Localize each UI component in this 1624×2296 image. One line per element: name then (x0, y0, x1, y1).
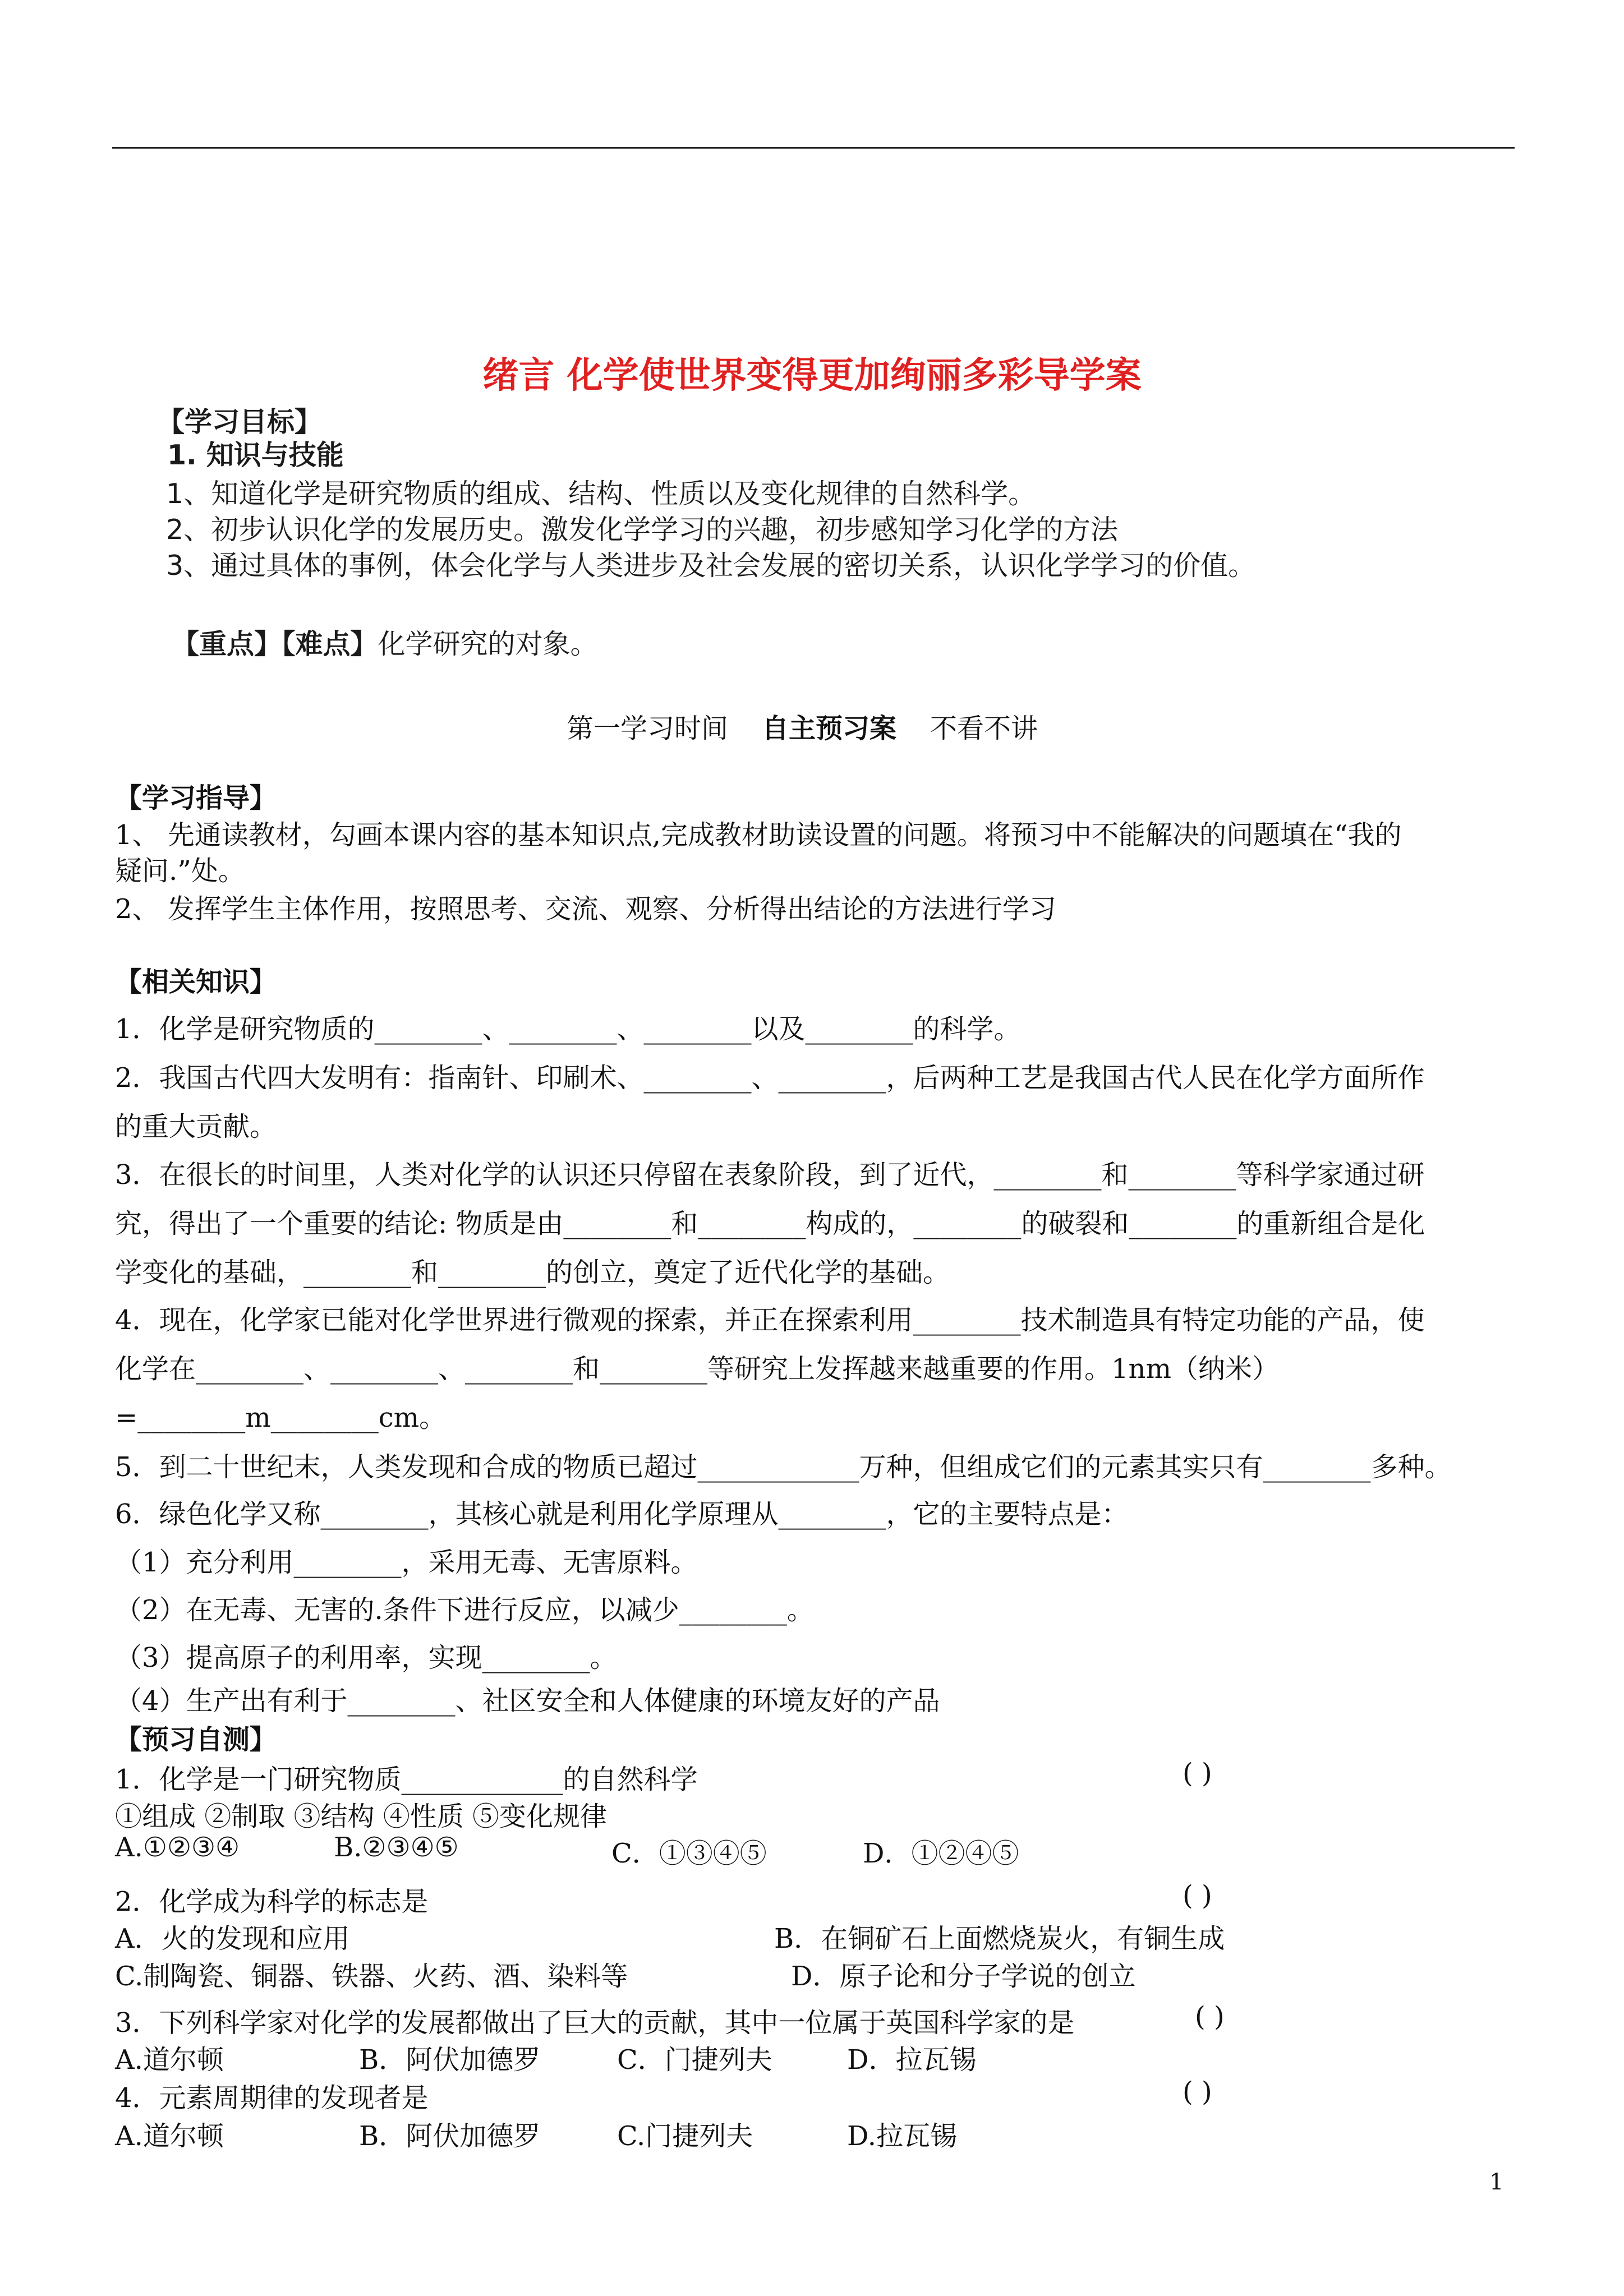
knowledge-line: 6．绿色化学又称________，其核心就是利用化学原理从________，它的主要特点是： (115, 1499, 1129, 1530)
knowledge-line: 1．化学是研究物质的________、________、________以及________的科学。 (115, 1013, 1021, 1045)
option-a: A.①②③④ (115, 1832, 240, 1863)
knowledge-line: 2．我国古代四大发明有：指南针、印刷术、________、________，后两种工艺是我国古代人民在化学方面所作 (115, 1062, 1425, 1094)
option-a: A.道尔顿 (115, 2120, 224, 2152)
guide-heading: 【学习指导】 (115, 782, 277, 814)
option-b: B．阿伏加德罗 (359, 2120, 541, 2152)
option-c: C.门捷列夫 (617, 2120, 753, 2152)
question-stem: 3．下列科学家对化学的发展都做出了巨大的贡献，其中一位属于英国科学家的是 (115, 2007, 1075, 2039)
objectives-heading: 【学习目标】 (157, 406, 323, 438)
knowledge-heading: 【相关知识】 (115, 966, 277, 998)
option-b: B.②③④⑤ (334, 1832, 459, 1863)
selftest-heading: 【预习自测】 (115, 1724, 277, 1755)
option-b: B．在铜矿石上面燃烧炭火，有铜生成 (774, 1923, 1225, 1954)
answer-bracket: ( ) (1183, 2076, 1212, 2108)
knowledge-line: （2）在无毒、无害的.条件下进行反应，以减少________。 (115, 1594, 814, 1626)
knowledge-line: 4．现在，化学家已能对化学世界进行微观的探索，并正在探索利用________技术制造具有特定功能的产品，使 (115, 1304, 1425, 1336)
objective-item: 2、初步认识化学的发展历史。激发化学学习的兴趣，初步感知学习化学的方法 (166, 514, 1119, 546)
objectives-subheading: 1. 知识与技能 (167, 439, 344, 471)
guide-line: 2、 发挥学生主体作用，按照思考、交流、观察、分析得出结论的方法进行学习 (115, 893, 1056, 925)
knowledge-line: 究，得出了一个重要的结论: 物质是由________和________构成的，________的破裂和________的重新组合是化 (115, 1208, 1425, 1239)
knowledge-line: 3．在很长的时间里，人类对化学的认识还只停留在表象阶段，到了近代，________和________等科学家通过研 (115, 1159, 1425, 1191)
knowledge-line: 5．到二十世纪末，人类发现和合成的物质已超过____________万种，但组成它们的元素其实只有________多种。 (115, 1451, 1452, 1483)
knowledge-line: 的重大贡献。 (115, 1111, 277, 1142)
answer-bracket: ( ) (1183, 1880, 1212, 1911)
option-c: C．①③④⑤ (611, 1838, 767, 1869)
keypoint-text: 化学研究的对象。 (378, 628, 598, 660)
answer-bracket: ( ) (1195, 2001, 1225, 2032)
session-right: 不看不讲 (930, 713, 1038, 744)
option-c: C.制陶瓷、铜器、铁器、火药、酒、染料等 (115, 1961, 628, 1992)
knowledge-line: （4）生产出有利于________、社区安全和人体健康的环境友好的产品 (115, 1685, 940, 1717)
option-d: D．原子论和分子学说的创立 (791, 1961, 1136, 1992)
page-number: 1 (1489, 2169, 1504, 2195)
option-d: D．①②④⑤ (863, 1838, 1019, 1869)
guide-line: 疑问.”处。 (115, 855, 245, 887)
guide-line: 1、 先通读教材，勾画本课内容的基本知识点,完成教材助读设置的问题。将预习中不能解决的问题填在“我的 (115, 819, 1402, 851)
question-stem: 4．元素周期律的发现者是 (115, 2082, 429, 2114)
option-c: C．门捷列夫 (617, 2044, 772, 2076)
objective-item: 1、知道化学是研究物质的组成、结构、性质以及变化规律的自然科学。 (166, 478, 1036, 510)
knowledge-line: （1）充分利用________，采用无毒、无害原料。 (115, 1547, 698, 1578)
session-left: 第一学习时间 (567, 713, 729, 744)
document-title: 绪言 化学使世界变得更加绚丽多彩导学案 (482, 355, 1142, 397)
question-stem: 1．化学是一门研究物质____________的自然科学 (115, 1764, 698, 1795)
question-stem: 2．化学成为科学的标志是 (115, 1886, 429, 1917)
keypoint-line (172, 623, 598, 662)
objective-item: 3、通过具体的事例，体会化学与人类进步及社会发展的密切关系，认识化学学习的价值。 (166, 550, 1256, 582)
answer-bracket: ( ) (1183, 1758, 1212, 1789)
option-d: D．拉瓦锡 (847, 2044, 977, 2076)
session-line (567, 707, 1038, 745)
option-a: A.道尔顿 (115, 2044, 224, 2076)
knowledge-line: =________m________cm。 (115, 1402, 447, 1433)
question-items: ①组成 ②制取 ③结构 ④性质 ⑤变化规律 (115, 1801, 608, 1832)
knowledge-line: （3）提高原子的利用率，实现________。 (115, 1642, 617, 1673)
session-middle: 自主预习案 (762, 713, 897, 744)
keypoint-label: 【重点】【难点】 (172, 628, 378, 660)
knowledge-line: 学变化的基础，________和________的创立，奠定了近代化学的基础。 (115, 1257, 950, 1288)
knowledge-line: 化学在________、________、________和________等研究上发挥越来越重要的作用。1nm（纳米） (115, 1353, 1279, 1385)
option-d: D.拉瓦锡 (847, 2120, 958, 2152)
option-a: A．火的发现和应用 (115, 1923, 350, 1954)
option-b: B．阿伏加德罗 (359, 2044, 541, 2076)
header-rule (112, 147, 1515, 149)
